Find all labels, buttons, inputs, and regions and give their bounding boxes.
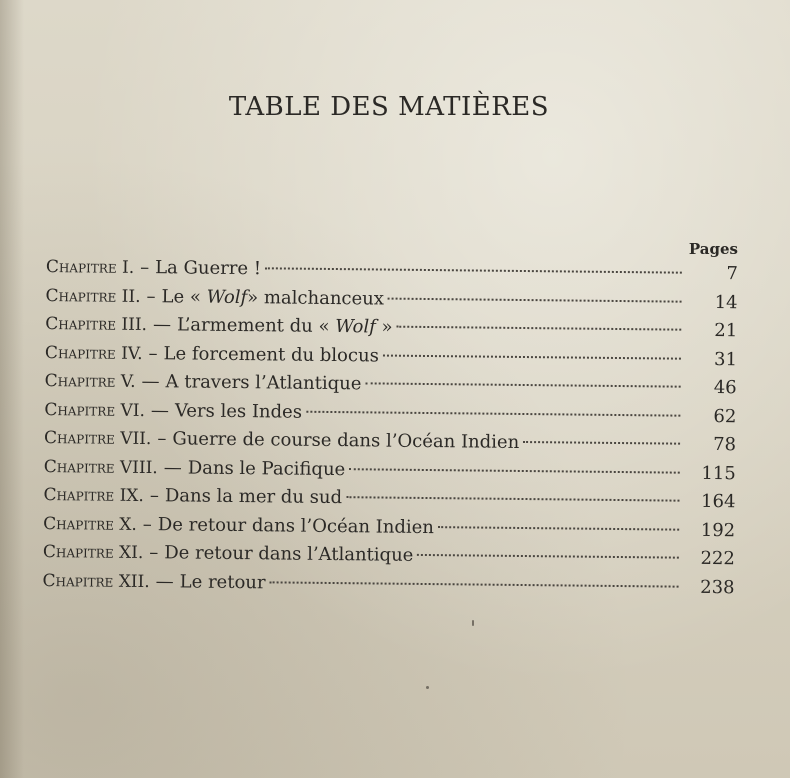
- chapter-title-text: Guerre de course dans l’Océan Indien: [172, 428, 520, 453]
- chapter-dash: –: [157, 428, 167, 450]
- chapter-label: Chapitre I.: [45, 256, 135, 278]
- chapter-title: [177, 314, 393, 337]
- chapter-title-text: A travers l’Atlantique: [165, 371, 362, 395]
- chapter-label: Chapitre VIII.: [43, 456, 158, 478]
- toc-entry: [42, 569, 734, 605]
- dot-leader: [346, 496, 679, 501]
- dot-leader: [397, 326, 682, 331]
- chapter-title-text: De retour dans l’Atlantique: [164, 542, 414, 566]
- chapter-title-text: »: [375, 316, 393, 338]
- page-title: TABLE DES MATIÈRES: [228, 92, 550, 122]
- chapter-title: [175, 400, 302, 422]
- chapter-title: [180, 571, 266, 593]
- chapter-label: Chapitre III.: [45, 313, 148, 336]
- paper-speck: [426, 686, 429, 689]
- chapter-title: [165, 371, 361, 394]
- dot-leader: [270, 581, 679, 587]
- chapter-dash: —: [152, 314, 172, 336]
- chapter-dash: –: [146, 285, 156, 307]
- chapter-label: Chapitre XII.: [42, 570, 150, 592]
- chapter-dash: –: [149, 485, 159, 507]
- table-of-contents: [42, 256, 738, 605]
- chapter-dash: —: [150, 399, 170, 421]
- dot-leader: [365, 382, 680, 387]
- page-number: 222: [700, 547, 735, 570]
- chapter-dash: —: [163, 456, 182, 478]
- chapter-dash: –: [140, 256, 150, 279]
- page-number: 46: [713, 377, 737, 399]
- chapter-label: Chapitre IX.: [43, 484, 144, 507]
- page-number: 62: [713, 405, 737, 427]
- dot-leader: [523, 441, 680, 445]
- chapter-title-text: Dans la mer du sud: [164, 485, 343, 509]
- chapter-title-text: De retour dans l’Océan Indien: [157, 513, 435, 538]
- chapter-title-text: » malchanceux: [247, 286, 385, 310]
- page-number: 164: [700, 490, 736, 513]
- dot-leader: [383, 354, 681, 359]
- chapter-title-text: Vers les Indes: [174, 399, 303, 423]
- chapter-dash: –: [148, 342, 158, 364]
- chapter-dash: –: [149, 542, 159, 564]
- chapter-label: Chapitre IV.: [44, 342, 143, 364]
- ship-name: Wolf: [206, 286, 248, 308]
- chapter-label: Chapitre II.: [45, 285, 141, 307]
- chapter-dash: –: [142, 513, 152, 535]
- ship-name: Wolf: [335, 316, 376, 338]
- chapter-label: Chapitre XI.: [42, 541, 144, 564]
- page-number: 31: [713, 348, 738, 370]
- chapter-title-text: Dans le Pacifique: [187, 456, 346, 480]
- chapter-title: [155, 257, 261, 279]
- page-number: 7: [726, 263, 738, 285]
- chapter-title: [165, 485, 342, 508]
- chapter-label: Chapitre V.: [44, 370, 136, 392]
- chapter-label: Chapitre VI.: [44, 399, 146, 421]
- chapter-title: [172, 428, 519, 453]
- chapter-title: [164, 542, 413, 566]
- chapter-title: [158, 514, 434, 538]
- chapter-title-text: La Guerre !: [155, 257, 262, 280]
- chapter-dash: —: [155, 570, 174, 592]
- page-number: 238: [700, 576, 735, 598]
- chapter-title-text: L’armement du «: [176, 314, 336, 338]
- chapter-label: Chapitre VII.: [43, 427, 152, 450]
- page-number: 78: [713, 433, 737, 456]
- dot-leader: [306, 410, 680, 416]
- chapter-title: [161, 286, 384, 309]
- page-number: 192: [700, 519, 736, 541]
- dot-leader: [265, 267, 682, 273]
- page-number: 115: [701, 462, 736, 484]
- chapter-dash: —: [141, 371, 160, 393]
- dot-leader: [417, 554, 679, 559]
- dot-leader: [388, 297, 682, 302]
- paper-speck: [472, 620, 474, 626]
- chapter-title-text: Le «: [161, 285, 207, 308]
- dot-leader: [438, 526, 679, 531]
- chapter-title: [188, 457, 346, 480]
- chapter-title-text: Le forcement du blocus: [163, 342, 379, 366]
- chapter-title-text: Le retour: [179, 570, 266, 593]
- chapter-label: Chapitre X.: [43, 513, 137, 535]
- page-number: 21: [714, 320, 738, 342]
- dot-leader: [349, 468, 680, 473]
- chapter-title: [163, 343, 379, 366]
- page-number: 14: [714, 291, 738, 313]
- pages-column-header: Pages: [688, 240, 738, 258]
